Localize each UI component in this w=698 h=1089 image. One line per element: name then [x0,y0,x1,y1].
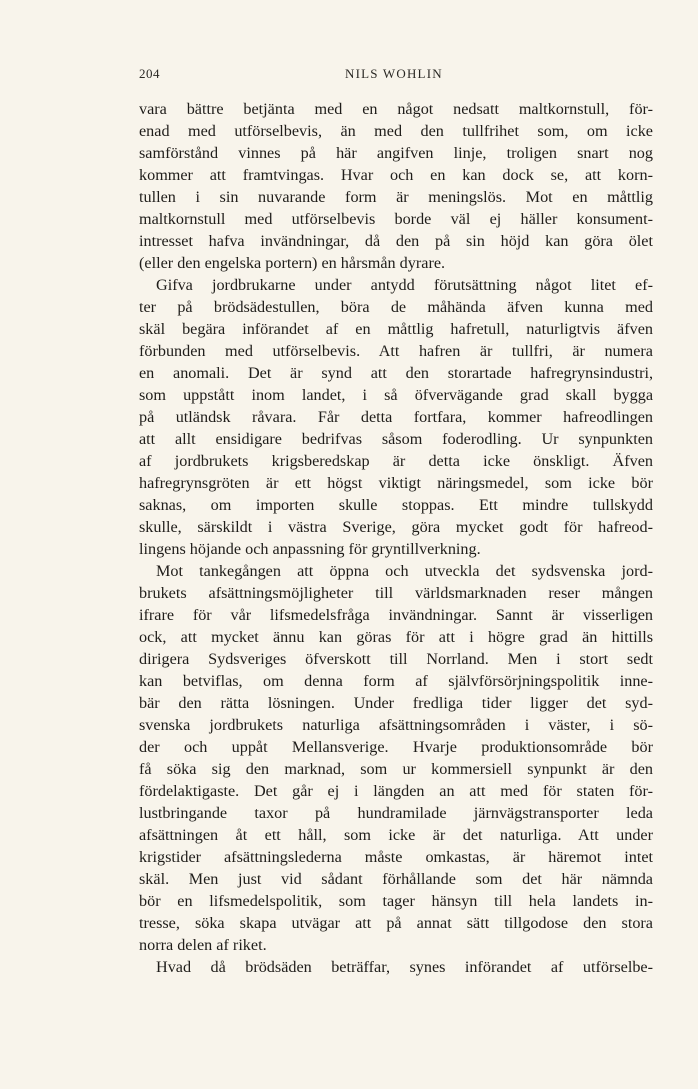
text-line: skulle, särskildt i västra Sverige, göra mycket godt för hafreod- [139,518,653,536]
text-line: tresse, söka skapa utvägar att på annat sätt tillgodose den stora [139,914,653,932]
text-line: en anomali. Det är synd att den storartade hafregrynsindustri, [139,364,653,382]
text-line: samförstånd vinnes på här angifven linje, troligen snart nog [139,144,653,162]
text-line: afsättningen åt ett håll, som icke är det naturliga. Att under [139,826,653,844]
text-line: enad med utförselbevis, än med den tullfrihet som, om icke [139,122,653,140]
text-line: på utländsk råvara. Får detta fortfara, kommer hafreodlingen [139,408,653,426]
text-line: skäl begära införandet af en måttlig hafretull, naturligtvis äfven [139,320,653,338]
text-line: Hvad då brödsäden beträffar, synes införandet af utförselbe- [156,958,653,976]
text-line: brukets afsättningsmöjligheter till världsmarknaden reser mången [139,584,653,602]
text-line: Gifva jordbrukarne under antydd förutsättning något litet ef- [156,276,653,294]
text-line: ter på brödsädestullen, böra de måhända äfven kunna med [139,298,653,316]
text-line: bär den rätta lösningen. Under fredliga tider ligger det syd- [139,694,653,712]
text-line: vara bättre betjänta med en något nedsatt maltkornstull, för- [139,100,653,118]
text-line: maltkornstull med utförselbevis borde väl ej häller konsument- [139,210,653,228]
text-line: norra delen af riket. [139,936,267,954]
text-line: hafregrynsgröten är ett högst viktigt näringsmedel, som icke bör [139,474,653,492]
text-line: skäl. Men just vid sådant förhållande som det här nämnda [139,870,653,888]
text-line: få söka sig den marknad, som ur kommersiell synpunkt är den [139,760,653,778]
text-line: lingens höjande och anpassning för gryntillverkning. [139,540,481,558]
text-line: fördelaktigaste. Det går ej i längden an att med för staten för- [139,782,653,800]
text-line: som uppstått inom landet, i så öfvervägande grad skall bygga [139,386,653,404]
text-line: kommer att framtvingas. Hvar och en kan dock se, att korn- [139,166,653,184]
text-line: kan betviflas, om denna form af självförsörjningspolitik inne- [139,672,653,690]
body-text [139,98,653,978]
page-header [139,66,653,84]
text-line: dirigera Sydsveriges öfverskott till Norrland. Men i stort sedt [139,650,653,668]
running-head: NILS WOHLIN [345,66,443,81]
text-line: der och uppåt Mellansverige. Hvarje produktionsområde bör [139,738,653,756]
text-line: bör en lifsmedelspolitik, som tager hänsyn till hela landets in- [139,892,653,910]
page-number: 204 [139,66,160,81]
text-line: saknas, om importen skulle stoppas. Ett mindre tullskydd [139,496,653,514]
text-line: tullen i sin nuvarande form är meningslös. Mot en måttlig [139,188,653,206]
paragraph [139,274,653,560]
text-line: (eller den engelska portern) en hårsmån dyrare. [139,254,446,272]
text-line: ifrare för vår lifsmedelsfråga invändningar. Sannt är visserligen [139,606,653,624]
text-line: lustbringande taxor på hundramilade järnvägstransporter leda [139,804,653,822]
text-line: svenska jordbrukets naturliga afsättningsområden i väster, i sö- [139,716,653,734]
text-line: ock, att mycket ännu kan göras för att i högre grad än hittills [139,628,653,646]
text-line: Mot tankegången att öppna och utveckla det sydsvenska jord- [156,562,653,580]
text-line: krigstider afsättningslederna måste omkastas, är häremot intet [139,848,653,866]
paragraph [139,956,653,978]
paragraph [139,560,653,956]
text-line: intresset hafva invändningar, då den på sin höjd kan göra ölet [139,232,653,250]
paragraph [139,98,653,274]
text-line: att allt ensidigare bedrifvas såsom foderodling. Ur synpunkten [139,430,653,448]
text-line: af jordbrukets krigsberedskap är detta icke önskligt. Äfven [139,452,653,470]
text-line: förbunden med utförselbevis. Att hafren är tullfri, är numera [139,342,653,360]
